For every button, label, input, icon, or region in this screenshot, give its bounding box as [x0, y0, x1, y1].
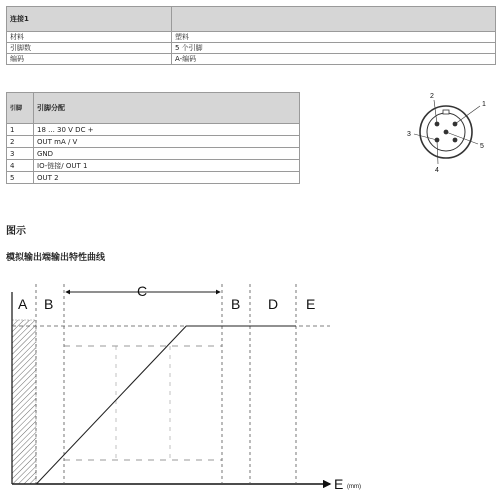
connection-table — [6, 6, 496, 65]
zone-label-e: E — [306, 296, 316, 312]
pin-dot — [453, 138, 458, 143]
pin-label: 5 — [480, 143, 484, 150]
pin-label: 1 — [482, 101, 486, 108]
table-row — [7, 136, 300, 148]
pin-header-row — [7, 93, 300, 124]
row-value: 5 个引脚 — [172, 43, 496, 54]
table-row — [7, 160, 300, 172]
x-axis-label: E — [334, 476, 344, 490]
row-label: 材料 — [7, 32, 172, 43]
row-value: 塑料 — [172, 32, 496, 43]
connection-header: 连接1 — [7, 7, 172, 32]
table-row — [7, 32, 496, 43]
connector-pinout-diagram — [400, 88, 494, 178]
row-label: 引脚数 — [7, 43, 172, 54]
pin-number: 5 — [7, 172, 34, 184]
table-row — [7, 172, 300, 184]
pin-assignment: IO-链接/ OUT 1 — [34, 160, 300, 172]
zone-label-a: A — [18, 296, 28, 312]
pin-number: 3 — [7, 148, 34, 160]
table-row — [7, 148, 300, 160]
pin-column-header: 引脚 — [7, 93, 34, 124]
zone-label-b: B — [44, 296, 54, 312]
x-axis-unit: (mm) — [347, 484, 361, 490]
row-value: A-编码 — [172, 54, 496, 65]
pin-assignment-table — [6, 92, 300, 184]
connector-key-notch — [443, 110, 449, 114]
zone-label-b2: B — [231, 296, 241, 312]
pin-number: 4 — [7, 160, 34, 172]
pin-assignment: GND — [34, 148, 300, 160]
connection-header-row — [7, 7, 496, 32]
zone-label-d: D — [268, 296, 279, 312]
pin-assignment: OUT mA / V — [34, 136, 300, 148]
section-subtitle: 模拟输出端输出特性曲线 — [6, 253, 106, 263]
pin-label: 3 — [407, 131, 411, 138]
pin-number: 2 — [7, 136, 34, 148]
connection-header-empty — [172, 7, 496, 32]
pin-label: 4 — [435, 167, 439, 174]
pin-number: 1 — [7, 124, 34, 136]
table-row — [7, 54, 496, 65]
output-characteristic-chart — [0, 270, 500, 490]
zone-label-c: C — [137, 283, 148, 299]
section-title: 图示 — [6, 226, 26, 237]
pin-assignment: OUT 2 — [34, 172, 300, 184]
pin-label: 2 — [430, 93, 434, 100]
table-row — [7, 43, 496, 54]
table-row — [7, 124, 300, 136]
assignment-column-header: 引脚分配 — [34, 93, 300, 124]
pin-assignment: 18 ... 30 V DC + — [34, 124, 300, 136]
row-label: 编码 — [7, 54, 172, 65]
blind-zone-hatch — [12, 320, 36, 484]
